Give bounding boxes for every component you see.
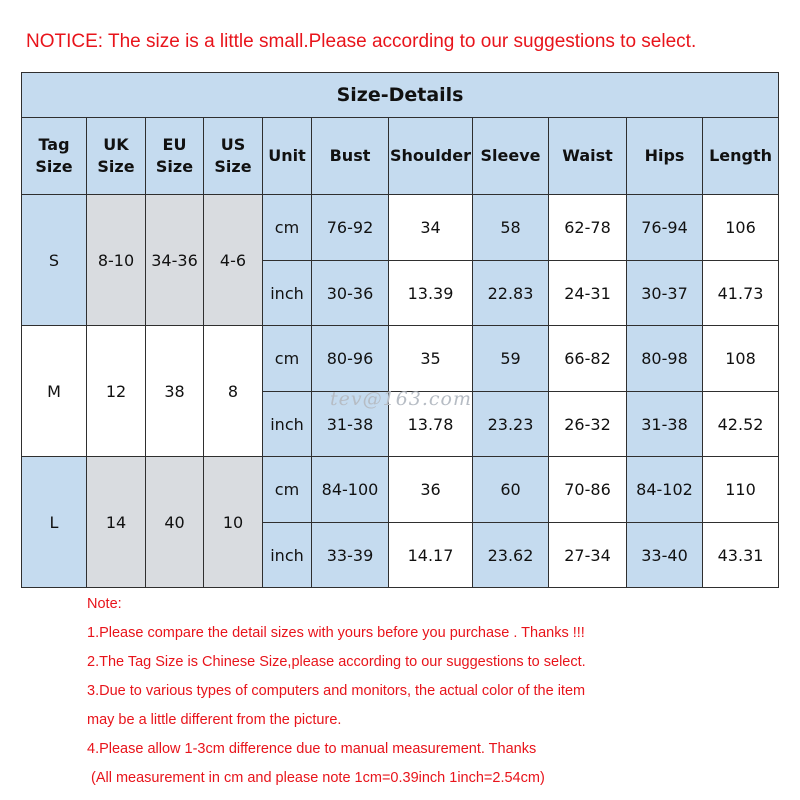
shoulder-cell: 13.39 [389, 261, 473, 326]
waist-cell: 26-32 [549, 392, 627, 457]
note-line: 4.Please allow 1-3cm difference due to manual measurement. Thanks [87, 741, 537, 757]
notes-heading: Note: [87, 596, 122, 612]
hips-cell: 84-102 [627, 457, 703, 523]
waist-cell: 66-82 [549, 326, 627, 392]
table-row [22, 326, 779, 392]
header-hips: Hips [627, 118, 703, 195]
header-shoulder: Shoulder [389, 118, 473, 195]
us-size-cell: 4-6 [204, 195, 263, 326]
bust-cell: 31-38 [312, 392, 389, 457]
table-row [22, 457, 779, 523]
sleeve-cell: 22.83 [473, 261, 549, 326]
note-line: (All measurement in cm and please note 1cm=0.39inch 1inch=2.54cm) [91, 770, 545, 786]
shoulder-cell: 36 [389, 457, 473, 523]
shoulder-cell: 13.78 [389, 392, 473, 457]
uk-size-cell: 12 [87, 326, 146, 457]
hips-cell: 33-40 [627, 523, 703, 588]
hips-cell: 76-94 [627, 195, 703, 261]
hips-cell: 30-37 [627, 261, 703, 326]
unit-cell: cm [263, 326, 312, 392]
header-eu-size: EU Size [146, 118, 204, 195]
eu-size-cell: 40 [146, 457, 204, 588]
us-size-cell: 10 [204, 457, 263, 588]
header-waist: Waist [549, 118, 627, 195]
bust-cell: 30-36 [312, 261, 389, 326]
eu-size-cell: 38 [146, 326, 204, 457]
notice-banner: NOTICE: The size is a little small.Please according to our suggestions to select. [26, 31, 697, 52]
unit-cell: inch [263, 261, 312, 326]
eu-size-cell: 34-36 [146, 195, 204, 326]
notes-section [87, 593, 777, 796]
watermark: tev@163.com [330, 388, 473, 410]
waist-cell: 70-86 [549, 457, 627, 523]
length-cell: 42.52 [703, 392, 779, 457]
uk-size-cell: 14 [87, 457, 146, 588]
header-sleeve: Sleeve [473, 118, 549, 195]
uk-size-cell: 8-10 [87, 195, 146, 326]
sleeve-cell: 60 [473, 457, 549, 523]
waist-cell: 27-34 [549, 523, 627, 588]
note-line: may be a little different from the picture. [87, 712, 342, 728]
length-cell: 110 [703, 457, 779, 523]
unit-cell: inch [263, 523, 312, 588]
header-row [22, 118, 779, 195]
bust-cell: 84-100 [312, 457, 389, 523]
length-cell: 43.31 [703, 523, 779, 588]
bust-cell: 76-92 [312, 195, 389, 261]
unit-cell: cm [263, 195, 312, 261]
note-line: 3.Due to various types of computers and monitors, the actual color of the item [87, 683, 586, 699]
waist-cell: 24-31 [549, 261, 627, 326]
shoulder-cell: 35 [389, 326, 473, 392]
unit-cell: inch [263, 392, 312, 457]
bust-cell: 33-39 [312, 523, 389, 588]
tag-size-cell: S [22, 195, 87, 326]
note-line: 2.The Tag Size is Chinese Size,please according to our suggestions to select. [87, 654, 586, 670]
sleeve-cell: 23.23 [473, 392, 549, 457]
header-bust: Bust [312, 118, 389, 195]
sleeve-cell: 23.62 [473, 523, 549, 588]
length-cell: 106 [703, 195, 779, 261]
sleeve-cell: 58 [473, 195, 549, 261]
header-us-size: US Size [204, 118, 263, 195]
waist-cell: 62-78 [549, 195, 627, 261]
header-length: Length [703, 118, 779, 195]
hips-cell: 31-38 [627, 392, 703, 457]
unit-cell: cm [263, 457, 312, 523]
sleeve-cell: 59 [473, 326, 549, 392]
shoulder-cell: 14.17 [389, 523, 473, 588]
length-cell: 108 [703, 326, 779, 392]
tag-size-cell: L [22, 457, 87, 588]
header-uk-size: UK Size [87, 118, 146, 195]
tag-size-cell: M [22, 326, 87, 457]
header-tag-size: Tag Size [22, 118, 87, 195]
header-unit: Unit [263, 118, 312, 195]
table-row [22, 195, 779, 261]
hips-cell: 80-98 [627, 326, 703, 392]
us-size-cell: 8 [204, 326, 263, 457]
shoulder-cell: 34 [389, 195, 473, 261]
length-cell: 41.73 [703, 261, 779, 326]
table-title: Size-Details [22, 73, 779, 118]
size-details-table [21, 72, 779, 588]
note-line: 1.Please compare the detail sizes with yours before you purchase . Thanks !!! [87, 625, 585, 641]
bust-cell: 80-96 [312, 326, 389, 392]
